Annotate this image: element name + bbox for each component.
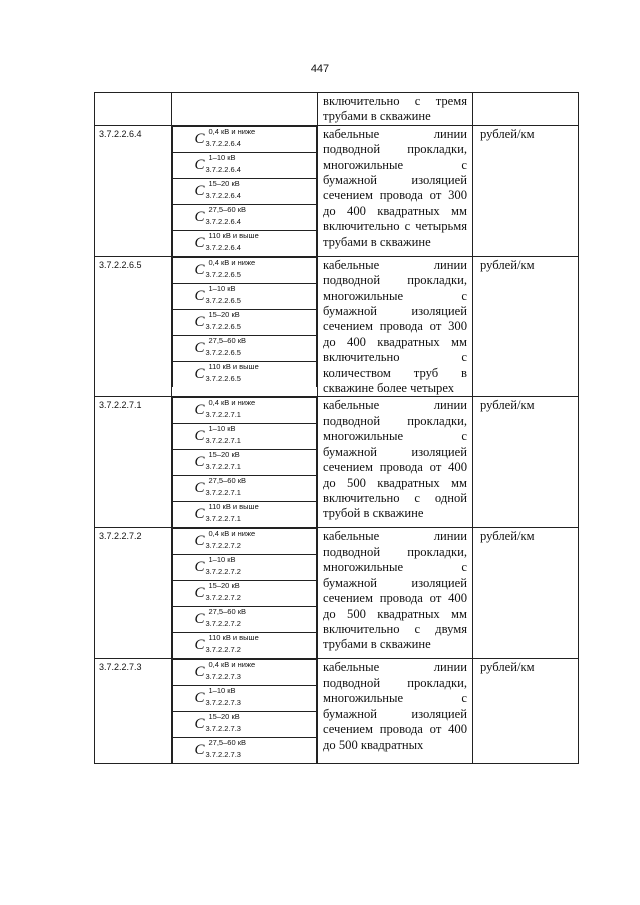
formula-item <box>173 335 317 361</box>
voltage-class: 1–10 кВ <box>208 152 236 162</box>
page-number: 447 <box>310 63 330 75</box>
formula-cell <box>172 93 318 126</box>
code-cell: 3.7.2.2.7.1 <box>95 397 172 528</box>
formula-symbol: C <box>194 454 205 471</box>
voltage-class: 110 кВ и выше <box>208 633 259 643</box>
formula-index: 3.7.2.2.7.2 <box>205 645 241 655</box>
formula-item <box>173 712 317 738</box>
voltage-class: 110 кВ и выше <box>208 502 259 512</box>
formula-symbol: C <box>194 156 205 173</box>
formula-index: 3.7.2.2.7.2 <box>205 593 241 603</box>
formula-list <box>172 126 317 256</box>
formula-item <box>173 257 317 283</box>
formula-symbol: C <box>194 664 205 681</box>
formula-row <box>173 204 317 230</box>
formula-row <box>173 257 317 283</box>
formula-symbol: C <box>194 690 205 707</box>
formula-row <box>173 581 317 607</box>
formula-symbol: C <box>194 208 205 225</box>
formula-symbol: C <box>194 716 205 733</box>
voltage-class: 0,4 кВ и ниже <box>208 126 256 136</box>
formula-symbol: C <box>194 533 205 550</box>
voltage-class: 110 кВ и выше <box>208 230 259 240</box>
formula-row <box>173 712 317 738</box>
formula-index: 3.7.2.2.6.4 <box>205 216 241 226</box>
unit-cell: рублей/км <box>473 256 579 397</box>
voltage-class: 0,4 кВ и ниже <box>208 529 256 539</box>
formula-symbol: C <box>194 313 205 330</box>
voltage-class: 27,5–60 кВ <box>208 738 246 748</box>
cost-formula <box>195 310 295 335</box>
formula-symbol: C <box>194 130 205 147</box>
formula-index: 3.7.2.2.7.3 <box>205 724 241 734</box>
formula-row <box>173 450 317 476</box>
voltage-class: 0,4 кВ и ниже <box>208 398 256 408</box>
formula-item <box>173 607 317 633</box>
table-row <box>95 125 579 256</box>
formula-row <box>173 152 317 178</box>
unit-cell: рублей/км <box>473 397 579 528</box>
cost-formula <box>195 555 295 580</box>
voltage-class: 15–20 кВ <box>208 309 240 319</box>
cost-formula <box>195 476 295 501</box>
cost-formula <box>195 127 295 152</box>
formula-cell <box>172 256 318 397</box>
formula-row <box>173 502 317 528</box>
formula-list <box>172 397 317 527</box>
description-cell: кабельные линии подводной прокладки, многожильные с бумажной изоляцией сечением провода от 300 до 400 квадратных мм включительно с четырьмя трубами в скважине <box>318 125 473 256</box>
cost-formula <box>195 581 295 606</box>
formula-row <box>173 633 317 659</box>
voltage-class: 15–20 кВ <box>208 178 240 188</box>
description-cell: кабельные линии подводной прокладки, многожильные с бумажной изоляцией сечением провода от 300 до 400 квадратных мм включительно с количеством труб в скважине более четырех <box>318 256 473 397</box>
formula-item <box>173 502 317 528</box>
formula-item <box>173 398 317 424</box>
formula-index: 3.7.2.2.7.3 <box>205 672 241 682</box>
formula-symbol: C <box>194 559 205 576</box>
table-row <box>95 397 579 528</box>
formula-index: 3.7.2.2.6.5 <box>205 373 241 383</box>
cost-formula <box>195 424 295 449</box>
cost-formula <box>195 284 295 309</box>
formula-index: 3.7.2.2.7.2 <box>205 541 241 551</box>
formula-item <box>173 424 317 450</box>
formula-symbol: C <box>194 428 205 445</box>
cost-formula <box>195 398 295 423</box>
formula-index: 3.7.2.2.7.1 <box>205 514 241 524</box>
formula-item <box>173 555 317 581</box>
formula-index: 3.7.2.2.6.5 <box>205 269 241 279</box>
formula-symbol: C <box>194 506 205 523</box>
formula-item <box>173 178 317 204</box>
cost-formula <box>195 607 295 632</box>
formula-row <box>173 686 317 712</box>
code-cell <box>95 93 172 126</box>
formula-cell <box>172 125 318 256</box>
formula-row <box>173 230 317 256</box>
voltage-class: 1–10 кВ <box>208 424 236 434</box>
formula-row <box>173 738 317 764</box>
voltage-class: 1–10 кВ <box>208 686 236 696</box>
formula-row <box>173 283 317 309</box>
voltage-class: 15–20 кВ <box>208 712 240 722</box>
formula-item <box>173 529 317 555</box>
cost-formula <box>195 660 295 685</box>
formula-row <box>173 361 317 387</box>
formula-symbol: C <box>194 234 205 251</box>
formula-row <box>173 607 317 633</box>
formula-index: 3.7.2.2.7.3 <box>205 698 241 708</box>
formula-list <box>172 257 317 387</box>
formula-item <box>173 204 317 230</box>
formula-item <box>173 476 317 502</box>
formula-index: 3.7.2.2.6.5 <box>205 295 241 305</box>
formula-item <box>173 309 317 335</box>
table-row <box>95 256 579 397</box>
table-row <box>95 528 579 659</box>
voltage-class: 110 кВ и выше <box>208 361 259 371</box>
formula-index: 3.7.2.2.6.5 <box>205 347 241 357</box>
formula-item <box>173 660 317 686</box>
cost-formula <box>195 633 295 658</box>
formula-symbol: C <box>194 637 205 654</box>
formula-symbol: C <box>194 182 205 199</box>
formula-row <box>173 555 317 581</box>
formula-item <box>173 152 317 178</box>
code-cell: 3.7.2.2.7.3 <box>95 659 172 764</box>
cost-formula <box>195 502 295 527</box>
formula-index: 3.7.2.2.7.2 <box>205 619 241 629</box>
formula-symbol: C <box>194 480 205 497</box>
cost-formula <box>195 362 295 387</box>
voltage-class: 27,5–60 кВ <box>208 476 246 486</box>
voltage-class: 27,5–60 кВ <box>208 204 246 214</box>
description-cell: включительно с тремя трубами в скважине <box>318 93 473 126</box>
formula-symbol: C <box>194 287 205 304</box>
code-cell: 3.7.2.2.6.5 <box>95 256 172 397</box>
formula-symbol: C <box>194 611 205 628</box>
formula-item <box>173 738 317 764</box>
cost-formula <box>195 153 295 178</box>
formula-symbol: C <box>194 261 205 278</box>
unit-cell <box>473 93 579 126</box>
formula-symbol: C <box>194 339 205 356</box>
formula-index: 3.7.2.2.7.3 <box>205 750 241 760</box>
voltage-class: 0,4 кВ и ниже <box>208 660 256 670</box>
voltage-class: 27,5–60 кВ <box>208 335 246 345</box>
cost-formula <box>195 529 295 554</box>
formula-index: 3.7.2.2.7.1 <box>205 436 241 446</box>
formula-item <box>173 283 317 309</box>
cost-formula <box>195 450 295 475</box>
formula-item <box>173 361 317 387</box>
cost-formula <box>195 712 295 737</box>
description-cell: кабельные линии подводной прокладки, многожильные с бумажной изоляцией сечением провода от 400 до 500 квадратных мм включительно с одной трубой в скважине <box>318 397 473 528</box>
formula-list <box>172 659 317 763</box>
cost-formula <box>195 738 295 763</box>
formula-item <box>173 126 317 152</box>
formula-index: 3.7.2.2.6.4 <box>205 138 241 148</box>
formula-row <box>173 309 317 335</box>
cost-formula <box>195 179 295 204</box>
unit-cell: рублей/км <box>473 659 579 764</box>
formula-index: 3.7.2.2.7.1 <box>205 410 241 420</box>
formula-cell <box>172 397 318 528</box>
formula-item <box>173 633 317 659</box>
cost-formula <box>195 258 295 283</box>
voltage-class: 15–20 кВ <box>208 581 240 591</box>
formula-row <box>173 335 317 361</box>
formula-item <box>173 230 317 256</box>
formula-cell <box>172 659 318 764</box>
code-cell: 3.7.2.2.7.2 <box>95 528 172 659</box>
formula-row <box>173 660 317 686</box>
voltage-class: 27,5–60 кВ <box>208 607 246 617</box>
voltage-class: 0,4 кВ и ниже <box>208 257 256 267</box>
formula-index: 3.7.2.2.7.1 <box>205 462 241 472</box>
voltage-class: 15–20 кВ <box>208 450 240 460</box>
formula-row <box>173 476 317 502</box>
continuation-row <box>95 93 579 126</box>
description-cell: кабельные линии подводной прокладки, многожильные с бумажной изоляцией сечением провода от 400 до 500 квадратных мм включительно с двумя трубами в скважине <box>318 528 473 659</box>
unit-cell: рублей/км <box>473 125 579 256</box>
cost-formula <box>195 336 295 361</box>
description-cell: кабельные линии подводной прокладки, многожильные с бумажной изоляцией сечением провода от 400 до 500 квадратных <box>318 659 473 764</box>
voltage-class: 1–10 кВ <box>208 555 236 565</box>
formula-index: 3.7.2.2.6.4 <box>205 190 241 200</box>
formula-symbol: C <box>194 742 205 759</box>
unit-cell: рублей/км <box>473 528 579 659</box>
formula-index: 3.7.2.2.7.1 <box>205 488 241 498</box>
formula-row <box>173 398 317 424</box>
formula-list <box>172 528 317 658</box>
code-cell: 3.7.2.2.6.4 <box>95 125 172 256</box>
formula-item <box>173 581 317 607</box>
formula-symbol: C <box>194 585 205 602</box>
formula-cell <box>172 528 318 659</box>
formula-item <box>173 686 317 712</box>
tariff-table <box>94 92 579 764</box>
formula-index: 3.7.2.2.7.2 <box>205 567 241 577</box>
formula-row <box>173 529 317 555</box>
voltage-class: 1–10 кВ <box>208 283 236 293</box>
formula-row <box>173 126 317 152</box>
cost-formula <box>195 231 295 256</box>
cost-formula <box>195 686 295 711</box>
cost-formula <box>195 205 295 230</box>
formula-index: 3.7.2.2.6.5 <box>205 321 241 331</box>
formula-symbol: C <box>194 402 205 419</box>
formula-row <box>173 178 317 204</box>
formula-symbol: C <box>194 365 205 382</box>
formula-index: 3.7.2.2.6.4 <box>205 164 241 174</box>
formula-row <box>173 424 317 450</box>
formula-item <box>173 450 317 476</box>
formula-index: 3.7.2.2.6.4 <box>205 242 241 252</box>
table-row <box>95 659 579 764</box>
